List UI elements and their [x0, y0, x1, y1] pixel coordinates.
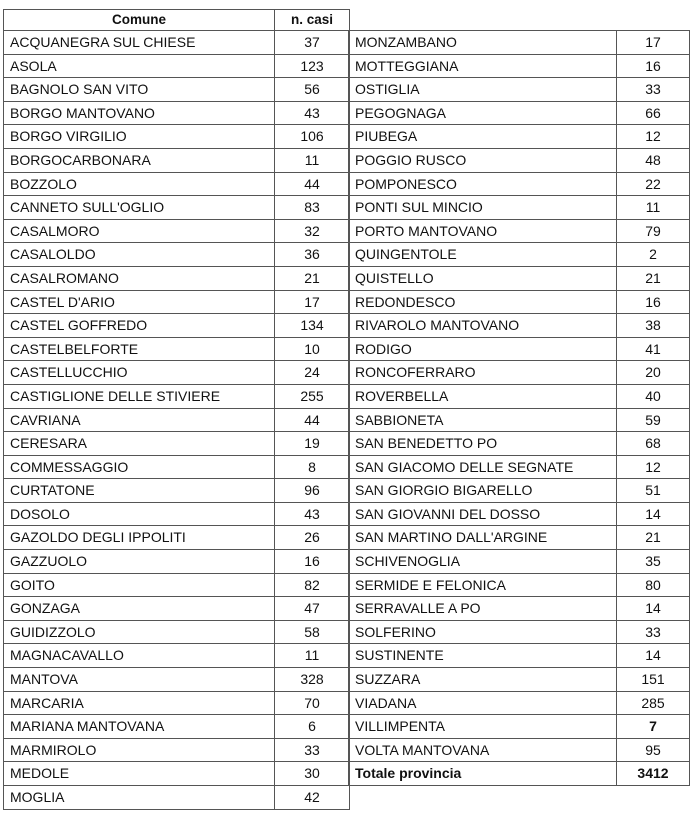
- comune-name: BORGO VIRGILIO: [4, 125, 275, 149]
- table-row: [4, 550, 350, 574]
- case-count: 95: [617, 738, 690, 762]
- comune-name: CASTEL D'ARIO: [4, 290, 275, 314]
- comune-name: PORTO MANTOVANO: [349, 219, 617, 243]
- case-count: 16: [275, 550, 350, 574]
- case-count: 11: [275, 644, 350, 668]
- table-row: [349, 54, 690, 78]
- case-count: 21: [275, 266, 350, 290]
- comune-name: CASTELLUCCHIO: [4, 361, 275, 385]
- comune-name: SAN MARTINO DALL'ARGINE: [349, 526, 617, 550]
- table-row: [4, 337, 350, 361]
- case-count: 2: [617, 243, 690, 267]
- case-count: 47: [275, 597, 350, 621]
- comune-name: MARMIROLO: [4, 738, 275, 762]
- comune-name: RODIGO: [349, 337, 617, 361]
- comune-name: PEGOGNAGA: [349, 101, 617, 125]
- table-row: [349, 550, 690, 574]
- table-row: [4, 691, 350, 715]
- table-row: [4, 314, 350, 338]
- comune-name: CANNETO SULL'OGLIO: [4, 196, 275, 220]
- case-count: 134: [275, 314, 350, 338]
- comune-name: SAN BENEDETTO PO: [349, 432, 617, 456]
- table-row: [349, 526, 690, 550]
- case-count: 58: [275, 620, 350, 644]
- comune-name: SABBIONETA: [349, 408, 617, 432]
- comune-name: GOITO: [4, 573, 275, 597]
- table-row: [4, 290, 350, 314]
- table-row: [349, 408, 690, 432]
- table-row: [349, 101, 690, 125]
- case-count: 106: [275, 125, 350, 149]
- comune-name: OSTIGLIA: [349, 78, 617, 102]
- table-row: [349, 243, 690, 267]
- table-row: [4, 455, 350, 479]
- case-count: 37: [275, 31, 350, 55]
- case-count: 328: [275, 668, 350, 692]
- table-left-body: [4, 31, 350, 810]
- comune-name: MARIANA MANTOVANA: [4, 715, 275, 739]
- table-row: [4, 738, 350, 762]
- table-row: [349, 479, 690, 503]
- comune-name: VOLTA MANTOVANA: [349, 738, 617, 762]
- table-row: [349, 125, 690, 149]
- case-count: 30: [275, 762, 350, 786]
- case-count: 40: [617, 384, 690, 408]
- comune-name: SUZZARA: [349, 668, 617, 692]
- table-row: [349, 219, 690, 243]
- comune-name: PIUBEGA: [349, 125, 617, 149]
- comune-name: MONZAMBANO: [349, 31, 617, 55]
- table-row: [349, 502, 690, 526]
- table-row: [4, 78, 350, 102]
- case-count: 21: [617, 526, 690, 550]
- comune-name: PONTI SUL MINCIO: [349, 196, 617, 220]
- case-count: 33: [617, 78, 690, 102]
- case-count: 255: [275, 384, 350, 408]
- table-row: [349, 597, 690, 621]
- comune-name: CURTATONE: [4, 479, 275, 503]
- comune-name: COMMESSAGGIO: [4, 455, 275, 479]
- comune-name: ROVERBELLA: [349, 384, 617, 408]
- case-count: 38: [617, 314, 690, 338]
- case-count: 14: [617, 644, 690, 668]
- table-row: [349, 432, 690, 456]
- case-count: 11: [617, 196, 690, 220]
- table-row: [4, 526, 350, 550]
- comune-name: MOGLIA: [4, 786, 275, 810]
- table-row: [349, 196, 690, 220]
- table-row: [349, 620, 690, 644]
- case-count: 8: [275, 455, 350, 479]
- case-count: 33: [275, 738, 350, 762]
- table-row: [349, 172, 690, 196]
- case-count: 43: [275, 101, 350, 125]
- table-row: [4, 644, 350, 668]
- total-value: 3412: [617, 762, 690, 786]
- comune-name: RONCOFERRARO: [349, 361, 617, 385]
- case-count: 96: [275, 479, 350, 503]
- table-row: [4, 620, 350, 644]
- table-row: [349, 148, 690, 172]
- table-row: [4, 597, 350, 621]
- table-row: [349, 644, 690, 668]
- comune-name: SERMIDE E FELONICA: [349, 573, 617, 597]
- comune-name: CASTEL GOFFREDO: [4, 314, 275, 338]
- comune-name: CERESARA: [4, 432, 275, 456]
- case-count: 6: [275, 715, 350, 739]
- table-row: [4, 219, 350, 243]
- comune-name: MARCARIA: [4, 691, 275, 715]
- table-row: [4, 54, 350, 78]
- table-row: [4, 408, 350, 432]
- comune-name: SUSTINENTE: [349, 644, 617, 668]
- comune-name: SAN GIORGIO BIGARELLO: [349, 479, 617, 503]
- comune-name: REDONDESCO: [349, 290, 617, 314]
- case-count: 41: [617, 337, 690, 361]
- cases-table-right: [348, 30, 690, 786]
- comune-name: SOLFERINO: [349, 620, 617, 644]
- cases-table-left: [3, 9, 350, 810]
- case-count: 80: [617, 573, 690, 597]
- case-count: 151: [617, 668, 690, 692]
- total-label: Totale provincia: [349, 762, 617, 786]
- table-row: [4, 243, 350, 267]
- case-count: 51: [617, 479, 690, 503]
- case-count: 11: [275, 148, 350, 172]
- table-row: [4, 502, 350, 526]
- comune-name: ACQUANEGRA SUL CHIESE: [4, 31, 275, 55]
- table-row: [349, 337, 690, 361]
- table-row: [349, 668, 690, 692]
- table-row: [4, 715, 350, 739]
- case-count: 59: [617, 408, 690, 432]
- case-count: 21: [617, 266, 690, 290]
- case-count: 32: [275, 219, 350, 243]
- comune-name: GAZOLDO DEGLI IPPOLITI: [4, 526, 275, 550]
- comune-name: POMPONESCO: [349, 172, 617, 196]
- case-count: 44: [275, 172, 350, 196]
- table-row: [4, 384, 350, 408]
- case-count: 285: [617, 691, 690, 715]
- table-row: [349, 361, 690, 385]
- case-count: 35: [617, 550, 690, 574]
- case-count: 79: [617, 219, 690, 243]
- comune-name: MEDOLE: [4, 762, 275, 786]
- comune-name: SAN GIOVANNI DEL DOSSO: [349, 502, 617, 526]
- total-row: [349, 762, 690, 786]
- case-count: 20: [617, 361, 690, 385]
- table-row: [349, 31, 690, 55]
- table-row: [349, 455, 690, 479]
- case-count: 48: [617, 148, 690, 172]
- table-row: [4, 148, 350, 172]
- case-count: 26: [275, 526, 350, 550]
- table-row: [4, 101, 350, 125]
- case-count: 66: [617, 101, 690, 125]
- table-row: [4, 762, 350, 786]
- comune-name: GAZZUOLO: [4, 550, 275, 574]
- comune-name: BORGO MANTOVANO: [4, 101, 275, 125]
- table-row: [349, 314, 690, 338]
- table-row: [349, 573, 690, 597]
- comune-name: RIVAROLO MANTOVANO: [349, 314, 617, 338]
- case-count: 42: [275, 786, 350, 810]
- table-row: [349, 715, 690, 739]
- case-count: 70: [275, 691, 350, 715]
- comune-name: CASALROMANO: [4, 266, 275, 290]
- case-count: 123: [275, 54, 350, 78]
- case-count: 10: [275, 337, 350, 361]
- comune-name: GONZAGA: [4, 597, 275, 621]
- comune-name: QUISTELLO: [349, 266, 617, 290]
- comune-name: CASALMORO: [4, 219, 275, 243]
- comune-name: CASALOLDO: [4, 243, 275, 267]
- header-casi: n. casi: [275, 10, 350, 31]
- header-comune: Comune: [4, 10, 275, 31]
- comune-name: SERRAVALLE A PO: [349, 597, 617, 621]
- table-row: [4, 361, 350, 385]
- table-header-row: [4, 10, 350, 31]
- case-count: 12: [617, 125, 690, 149]
- case-count: 12: [617, 455, 690, 479]
- comune-name: VIADANA: [349, 691, 617, 715]
- comune-name: VILLIMPENTA: [349, 715, 617, 739]
- table-row: [349, 78, 690, 102]
- table-row: [349, 290, 690, 314]
- case-count: 56: [275, 78, 350, 102]
- case-count: 14: [617, 597, 690, 621]
- table-row: [4, 573, 350, 597]
- comune-name: SCHIVENOGLIA: [349, 550, 617, 574]
- comune-name: SAN GIACOMO DELLE SEGNATE: [349, 455, 617, 479]
- table-row: [4, 479, 350, 503]
- case-count: 16: [617, 54, 690, 78]
- comune-name: BOZZOLO: [4, 172, 275, 196]
- table-row: [349, 738, 690, 762]
- table-row: [4, 31, 350, 55]
- comune-name: CASTELBELFORTE: [4, 337, 275, 361]
- case-count: 14: [617, 502, 690, 526]
- case-count: 17: [617, 31, 690, 55]
- case-count: 82: [275, 573, 350, 597]
- comune-name: MANTOVA: [4, 668, 275, 692]
- comune-name: CAVRIANA: [4, 408, 275, 432]
- case-count: 44: [275, 408, 350, 432]
- comune-name: MOTTEGGIANA: [349, 54, 617, 78]
- table-row: [4, 125, 350, 149]
- table-row: [349, 266, 690, 290]
- case-count: 36: [275, 243, 350, 267]
- table-row: [349, 384, 690, 408]
- table-row: [4, 172, 350, 196]
- case-count: 83: [275, 196, 350, 220]
- comune-name: BORGOCARBONARA: [4, 148, 275, 172]
- case-count: 33: [617, 620, 690, 644]
- case-count: 22: [617, 172, 690, 196]
- table-row: [4, 668, 350, 692]
- table-row: [4, 196, 350, 220]
- table-row: [4, 432, 350, 456]
- comune-name: GUIDIZZOLO: [4, 620, 275, 644]
- case-count: 17: [275, 290, 350, 314]
- case-count: 68: [617, 432, 690, 456]
- case-count: 7: [617, 715, 690, 739]
- table-row: [349, 691, 690, 715]
- comune-name: MAGNACAVALLO: [4, 644, 275, 668]
- case-count: 16: [617, 290, 690, 314]
- comune-name: CASTIGLIONE DELLE STIVIERE: [4, 384, 275, 408]
- case-count: 43: [275, 502, 350, 526]
- case-count: 19: [275, 432, 350, 456]
- comune-name: POGGIO RUSCO: [349, 148, 617, 172]
- comune-name: DOSOLO: [4, 502, 275, 526]
- comune-name: BAGNOLO SAN VITO: [4, 78, 275, 102]
- table-row: [4, 786, 350, 810]
- table-row: [4, 266, 350, 290]
- case-count: 24: [275, 361, 350, 385]
- table-right-body: [349, 31, 690, 762]
- comune-name: ASOLA: [4, 54, 275, 78]
- comune-name: QUINGENTOLE: [349, 243, 617, 267]
